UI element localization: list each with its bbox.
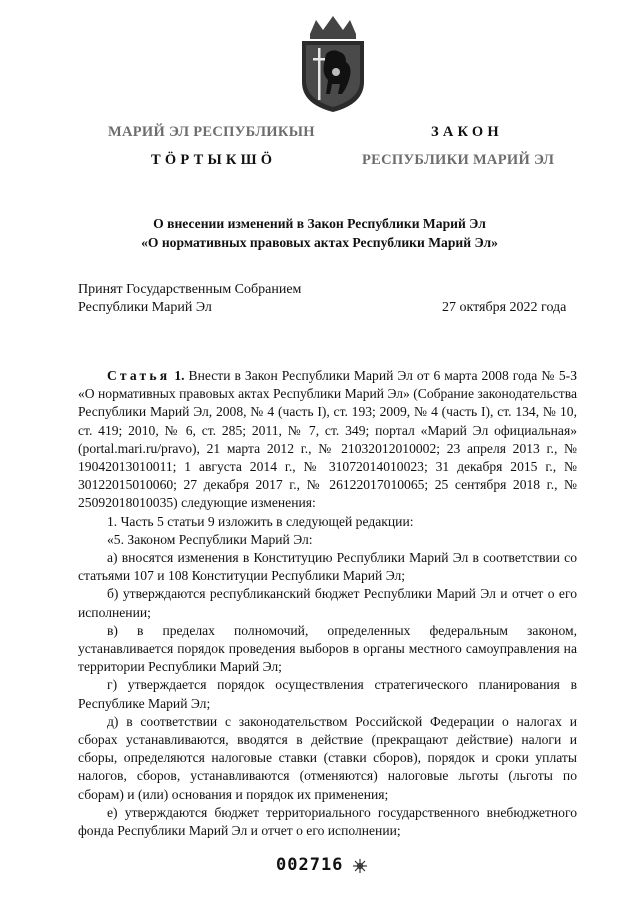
document-title-line1: О внесении изменений в Закон Республики Марий Эл: [153, 216, 486, 231]
article-paragraph: а) вносятся изменения в Конституцию Республики Марий Эл в соответствии со статьями 107 и 108 Конституции Республики Марий Эл;: [78, 550, 577, 584]
header-left-line2: ТӦРТЫКШӦ: [151, 152, 277, 168]
serial-number: 002716: [276, 855, 344, 875]
article-paragraph: 1. Часть 5 статьи 9 изложить в следующей редакции:: [107, 513, 414, 529]
article-paragraph: в) в пределах полномочий, определенных федеральным законом, устанавливается порядок проведения выборов в органы местного самоуправления на территории Республики Марий Эл;: [78, 622, 577, 675]
article-paragraph: г) утверждается порядок осуществления стратегического планирования в Республике Марий Эл;: [78, 677, 577, 711]
header-right-line1: ЗАКОН: [431, 124, 503, 140]
header-right-line2: РЕСПУБЛИКИ МАРИЙ ЭЛ: [362, 152, 555, 168]
article-intro-text: Внести в Закон Республики Марий Эл от 6 марта 2008 года № 5-З «О нормативных правовых актах Республики Марий Эл» (Собрание законодательства Республики Марий Эл, 2008, № 4 (часть I), ст. 193; 2009, № 4 (часть I), ст. 134, № 10, ст. 419; 2010, № 6, ст. 285; 2011, № 7, ст. 349; портал «Марий Эл официальная» (portal.mari.ru/pravo), 21 марта 2012 г., № 21032012010002; 23 апреля 2013 г., № 19042013010011; 1 августа 2014 г., № 31072014010023; 31 декабря 2015 г., № 30122015010060; 27 декабря 2017 г., № 26122017010065; 25 сентября 2018 г., № 25092018010035) следующие изменения:: [78, 368, 577, 511]
seal-star-icon: [352, 858, 368, 874]
header-left-line1: МАРИЙ ЭЛ РЕСПУБЛИКЫН: [108, 124, 315, 140]
article-paragraph: «5. Законом Республики Марий Эл:: [107, 531, 313, 547]
adoption-date: 27 октября 2022 года: [442, 300, 567, 315]
article-paragraph: б) утверждаются республиканский бюджет Республики Марий Эл и отчет о его исполнении;: [78, 586, 577, 620]
article-number: 1.: [174, 368, 185, 383]
article-paragraph: е) утверждаются бюджет территориального государственного внебюджетного фонда Республики Марий Эл и отчет о его исполнении;: [78, 804, 577, 839]
article-body: [78, 367, 577, 840]
coat-of-arms-icon: [296, 14, 370, 114]
article-word: Статья: [107, 368, 171, 383]
article-intro: [78, 367, 577, 513]
adoption-line1: Принят Государственным Собранием: [78, 282, 302, 297]
document-title-line2: «О нормативных правовых актах Республики Марий Эл»: [141, 235, 498, 250]
adoption-line2: Республики Марий Эл: [78, 300, 212, 315]
article-paragraph: д) в соответствии с законодательством Российской Федерации о налогах и сборах устанавливаются, вводятся в действие (прекращают действие) налоги и сборы, определяются налоговые ставки (ставки сборов), порядок и сроки уплаты налогов, сборов, устанавливаются (отменяются) налоговые льготы (льготы по сборам) и (или) основания и порядок их применения;: [78, 713, 577, 802]
